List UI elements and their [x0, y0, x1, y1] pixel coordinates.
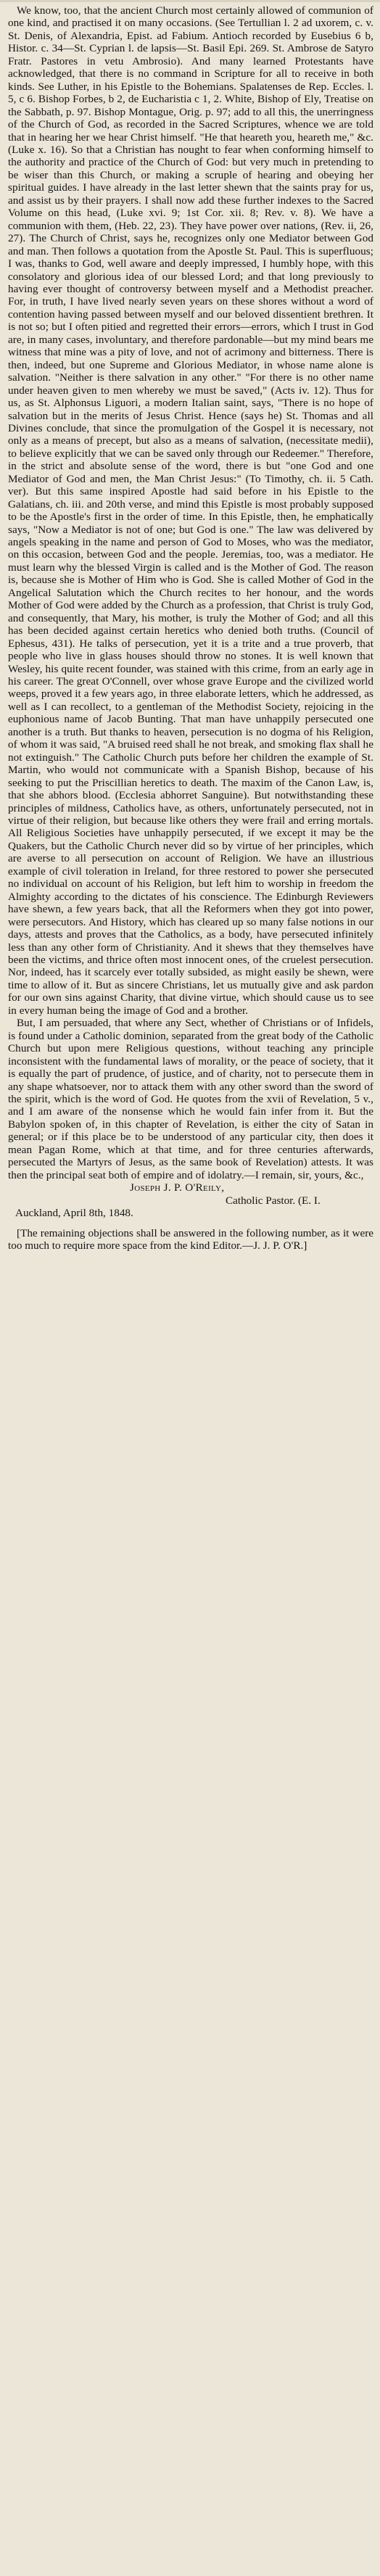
footnote-text: [The remaining objections shall be answered in the following number, as it were too much to require more space from the kind Editor.—J. J. P. O'R.] [8, 1226, 373, 1252]
letter-paragraph-1: We know, too, that the ancient Church most certainly allowed of communion of one kind, and practised it on many occasions. (See Tertullian l. 2 ad uxorem, c. v. St. Denis, of Alexandria, Epist. ad Fabium. Antioch recorded by Eusebius 6 b, Histor. c. 34—St. Cyprian l. de lapsis—St. Basil Epi. 269. St. Ambrose de Satyro Fratr. Pastores in vetu Ambrosio). And many learned Protestants have acknowledged, that there is no command in Scripture for all to receive in both kinds. See Luther, in his Epistle to the Bohemians. Spalatenses de Rep. Eccles. l. 5, c 6. Bishop Forbes, b 2, de Eucharistia c 1, 2. White, Bishop of Ely, Treatise on the Sabbath, p. 97. Bishop Montague, Orig. p. 97; add to all this, the unerringness of the Church of God, as recorded in the Sacred Scriptures, whence we are told that in hearing her we hear Christ himself. "He that heareth you, heareth me," &c. (Luke x. 16). So that a Christian has nought to fear when conforming himself to the authority and practice of the Church of God: but very much in pretending to be wiser than this Church, or making a scruple of hearing and obeying her spiritual guides. I have already in the last letter shewn that the saints pray for us, and assist us by their prayers. I shall now add these further indexes to the Sacred Volume on this head, (Luke xvi. 9; 1st Cor. xii. 8; Rev. v. 8). We have a communion with them, (Heb. 22, 23). They have power over nations, (Rev. ii, 26, 27). The Church of Christ, says he, recognizes only one Mediator between God and man. Then follows a quotation from the Apostle St. Paul. This is superfluous; I was, thanks to God, well aware and deeply impressed, I humbly hope, with this consolatory and glorious idea of our blessed Lord; and that long previously to having ever thought of controversy between myself and a Methodist preacher. For, in truth, I have lived nearly seven years on these shores without a word of contention having passed between myself and our beloved dissentient brethren. It is not so; but I often pitied and regretted their errors—errors, which I trust in God are, in many cases, involuntary, and therefore pardonable—but my mind bears me witness that mine was a pity of love, and not of acrimony and bitterness. There is then, indeed, but one Supreme and Glorious Mediator, in whose name alone is salvation. "Neither is there salvation in any other." "For there is no other name under heaven given to men whereby we must be saved," (Acts iv. 12). Thus for us, as St. Alphonsus Liguori, a modern Italian saint, says, "There is no hope of salvation but in the merits of Jesus Christ. Hence (says he) St. Thomas and all Divines conclude, that since the promulgation of the Gospel it is necessary, not only as a means of precept, but also as a means of salvation, (necessitate medii), to believe explicitly that we can be saved only through our Redeemer." Therefore, in the strict and absolute sense of the word, there is but "one God and one Mediator of God and men, the Man Christ Jesus:" (To Timothy, ch. ii. 5 Cath. ver). But this same inspired Apostle had said before in his Epistle to the Galatians, ch. iii. and 20th verse, and mind this Epistle is most probably supposed to be the Apostle's first in the order of time. In this Epistle, then, he emphatically says, "Now a Mediator is not of one; but God is one." The law was delivered by angels speaking in the name and person of God to Moses, who was the mediator, on this occasion, between God and the people. Jeremias, too, was a mediator. He must learn why the blessed Virgin is called and is the Mother of God. The reason is, because she is Mother of Him who is God. She is called Mother of God in the Angelical Salutation which the Church recites to her honour, and the words Mother of God were added by the Church as a profession, that Christ is truly God, and consequently, that Mary, his mother, is truly the Mother of God; and all this has been decided against certain heretics who denied both truths. (Council of Ephesus, 431). He talks of persecution, yet it is a trite and a true proverb, that people who live in glass houses should throw no stones. It is well known that Wesley, his quite recent founder, was stained with this crime, from an early age in his career. The great O'Connell, over whose grave Europe and the civilized world weeps, proved it a few years ago, in three elaborate letters, which he addressed, as well as I can recollect, to a gentleman of the Methodist Society, rejoicing in the euphonious name of Jacob Bunting. That man have unhappily persecuted one another is a truth. But thanks to heaven, persecution is no dogma of his Religion, of whom it was said, "A bruised reed shall he not break, and smoking flax shall he not extinguish." The Catholic Church puts before her children the example of St. Martin, who would not communicate with a Spanish Bishop, because of his seeking to put the Priscillian heretics to death. The maxim of the Canon Law, is, that she abhors blood. (Ecclesia abhorret Sanguine). But notwithstanding these principles of mildness, Catholics have, as others, unfortunately persecuted, not in virtue of their religion, but because like others they were frail and erring mortals. All Religious Societies have unhappily persecuted, if we except it may be the Quakers, but the Catholic Church never did so by virtue of her principles, which are averse to all persecution on account of Religion. We have an illustrious example of civil toleration in Ireland, for three restored to power she persecuted no individual on account of his Religion, but left him to worship in freedom the Almighty according to the dictates of his conscience. The Edinburgh Reviewers have shewn, a few years back, that all the Reformers when they got into power, were persecutors. And History, which has cleared up so many false notions in our days, attests and proves that the Catholics, as a body, have persecuted infinitely less than any other form of Christianity. And it shews that they themselves have been the victims, and thrice often most innocent ones, of the cruelest persecution. Nor, indeed, has it scarcely ever totally subsided, as might easily be shewn, were time to allow of it. But as sincere Christians, let us mutually give and ask pardon for our own sins against Charity, that divine virtue, which should cause us to see in every human being the image of God and a brother. [8, 4, 373, 1017]
letter-body [8, 4, 373, 1181]
letter-paragraph-2: But, I am persuaded, that where any Sect, whether of Christians or of Infidels, is found under a Catholic dominion, separated from the great body of the Catholic Church but upon mere Religious questions, without teaching any principle inconsistent with the fundamental laws of morality, or the peace of society, that it is equally the part of prudence, of justice, and of charity, not to persecute them in any shape whatsoever, nor to attack them with any other sword than the sword of the spirit, which is the word of God. He quotes from the xvii of Revelation, 5 v., and I am aware of the nonsense which he would fain infer from it. But the Babylon spoken of, in this chapter of Revelation, is either the city of Satan in general; or if this place be to be understood of any particular city, then does it mean Pagan Rome, which at that time, and for three centuries afterwards, persecuted the Martyrs of Jesus, as the same book of Revelation) attests. It was then the principal seat both of empire and of idolatry.—I remain, sir, yours, &c., [8, 1017, 373, 1181]
signature-name: Joseph J. P. O'Reily, [130, 1181, 225, 1194]
signature-block [8, 1181, 373, 1219]
editorial-footnote [8, 1227, 373, 1252]
top-rule [0, 0, 380, 2]
signature-place-date: Auckland, April 8th, 1848. [15, 1207, 133, 1220]
signature-title: Catholic Pastor. (E. I. [226, 1194, 321, 1207]
